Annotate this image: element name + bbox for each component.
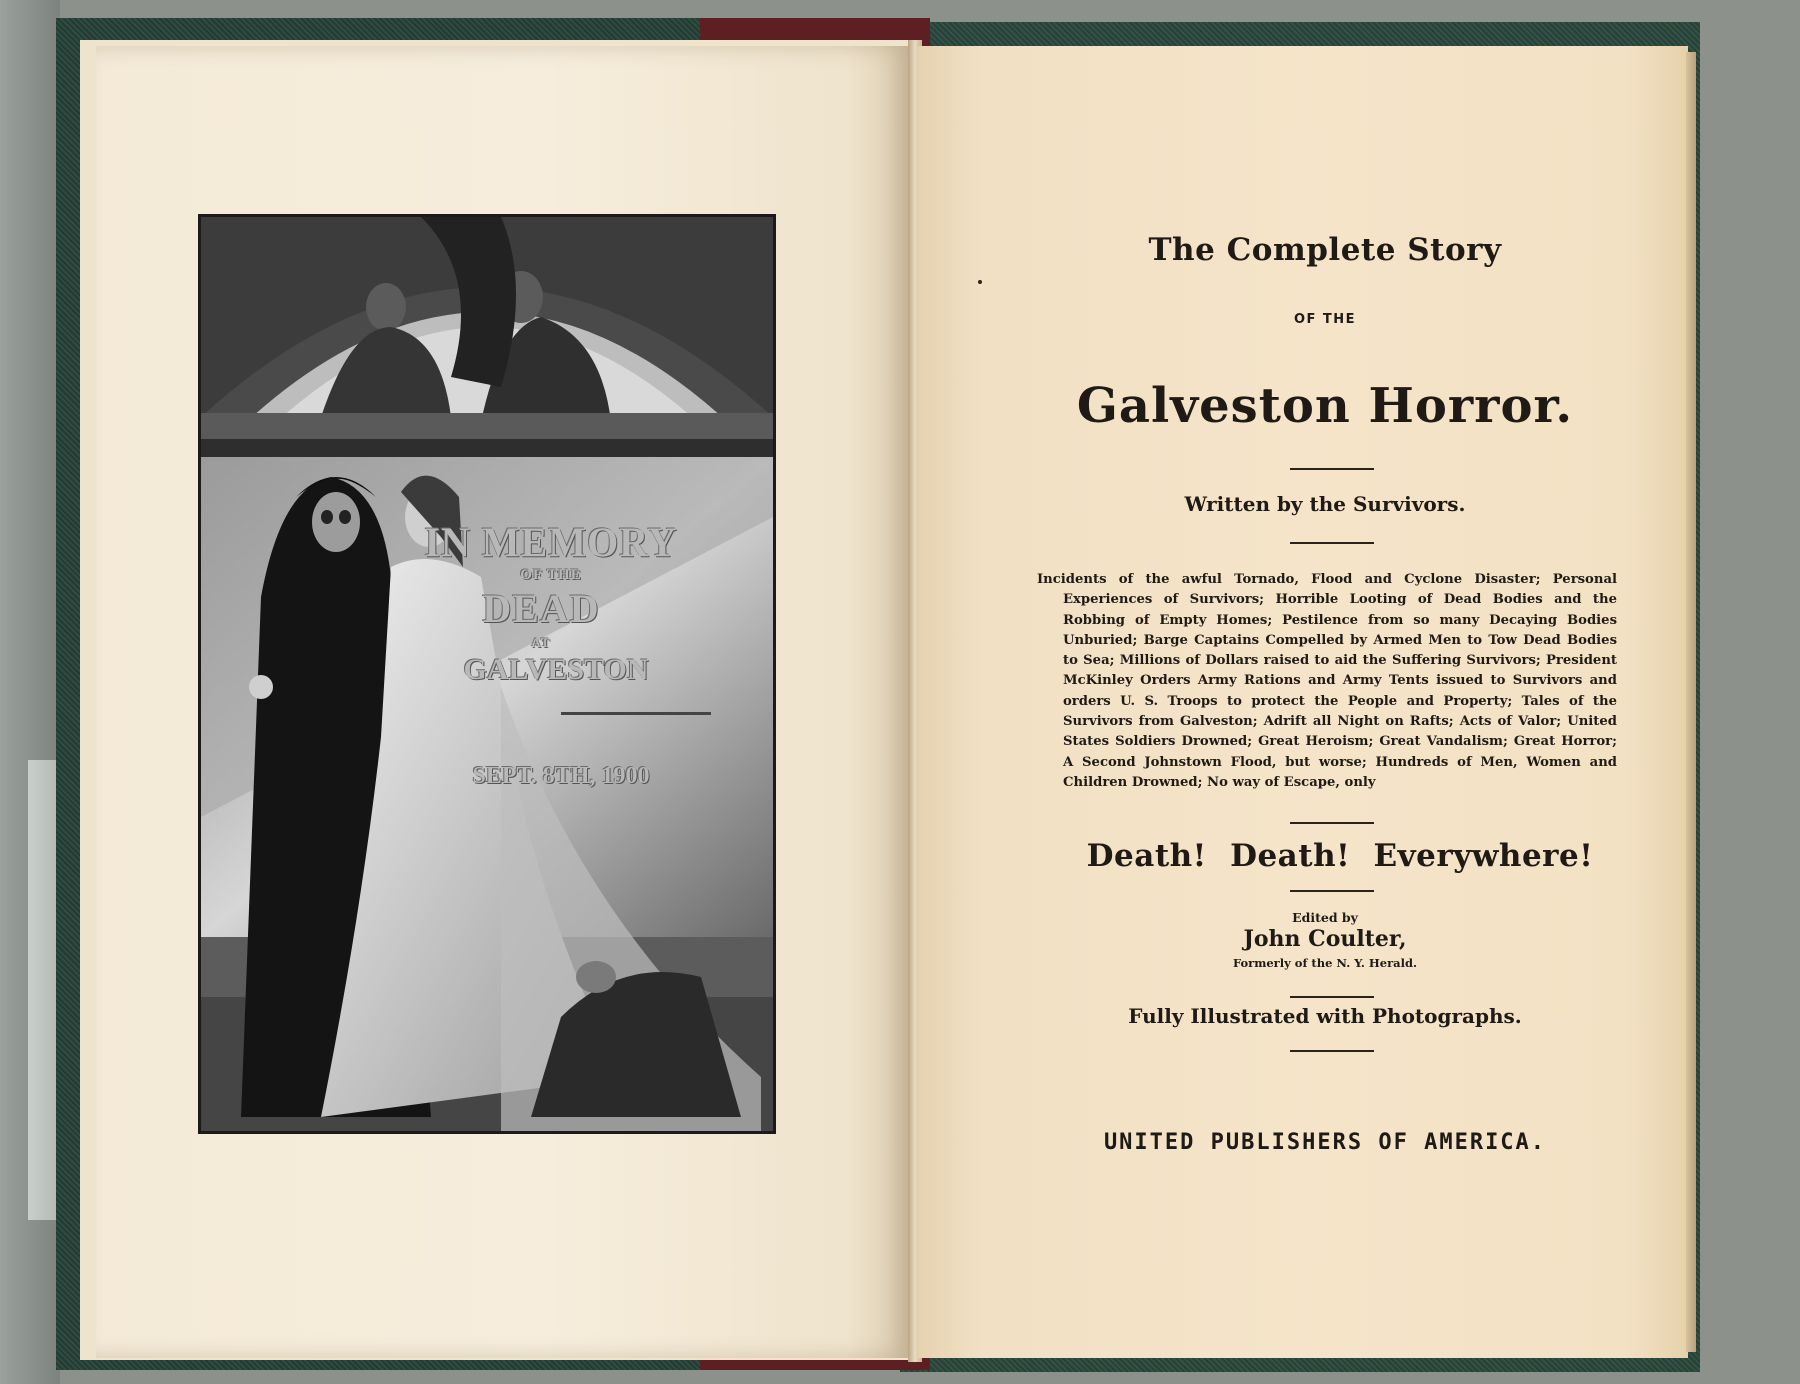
rule-divider (1290, 468, 1374, 470)
rule-divider (1290, 996, 1374, 998)
incidents-first-line: Incidents of the awful Tornado, Flood and Cyclone Disaster; Personal (1037, 572, 1617, 587)
inscription-at: AT (531, 635, 551, 650)
title-heading: The Complete Story (1148, 232, 1502, 268)
rule-divider (1290, 890, 1374, 892)
publisher-name: UNITED PUBLISHERS OF AMERICA. (1103, 1130, 1547, 1155)
incidents-body: Experiences of Survivors; Horrible Looting of Dead Bodies and the Robbing of Empty Homes; Pestilence from so many Decaying Bodies Unburied; Barge Captains Compelled by Armed Men to Tow Dead Bodies to Sea; Millions of Dollars raised to aid the Suffering Survivors; President McKinley Orders Army Rations and Army Tents issued to Survivors and orders U. S. Troops to protect the People and Property; Tales of the Survivors from Galveston; Adrift all Night on Rafts; Acts of Valor; United States Soldiers Drowned; Great Heroism; Great Vandalism; Great Horror; A Second Johnstown Flood, but worse; Hundreds of Men, Women and Children Drowned; No way of Escape, only (1063, 592, 1617, 790)
inscription-dead: DEAD (482, 586, 600, 631)
book-title: Galveston Horror. (1076, 378, 1574, 434)
rule-divider (1290, 542, 1374, 544)
rule-divider (1290, 822, 1374, 824)
title-of-the: OF THE (1293, 312, 1357, 327)
editor-note: Formerly of the N. Y. Herald. (1232, 956, 1418, 970)
inscription-in-memory: IN MEMORY (424, 518, 678, 567)
inscription-of-the: OF THE (520, 567, 582, 583)
editor-name: John Coulter, (1243, 926, 1407, 952)
inscription-galveston: GALVESTON (463, 653, 649, 686)
death-line: Death! Death! Everywhere! (1086, 838, 1594, 874)
ink-speck (978, 280, 982, 284)
frontispiece-plate (198, 214, 776, 1134)
edited-by-label: Edited by (1292, 910, 1358, 925)
inscription-date: SEPT. 8TH, 1900 (472, 763, 650, 789)
incidents-paragraph (1037, 570, 1617, 793)
illustrated-note: Fully Illustrated with Photographs. (1128, 1004, 1522, 1028)
page-edges (1686, 52, 1696, 1352)
book-subtitle: Written by the Survivors. (1184, 492, 1466, 516)
rule-divider (1290, 1050, 1374, 1052)
